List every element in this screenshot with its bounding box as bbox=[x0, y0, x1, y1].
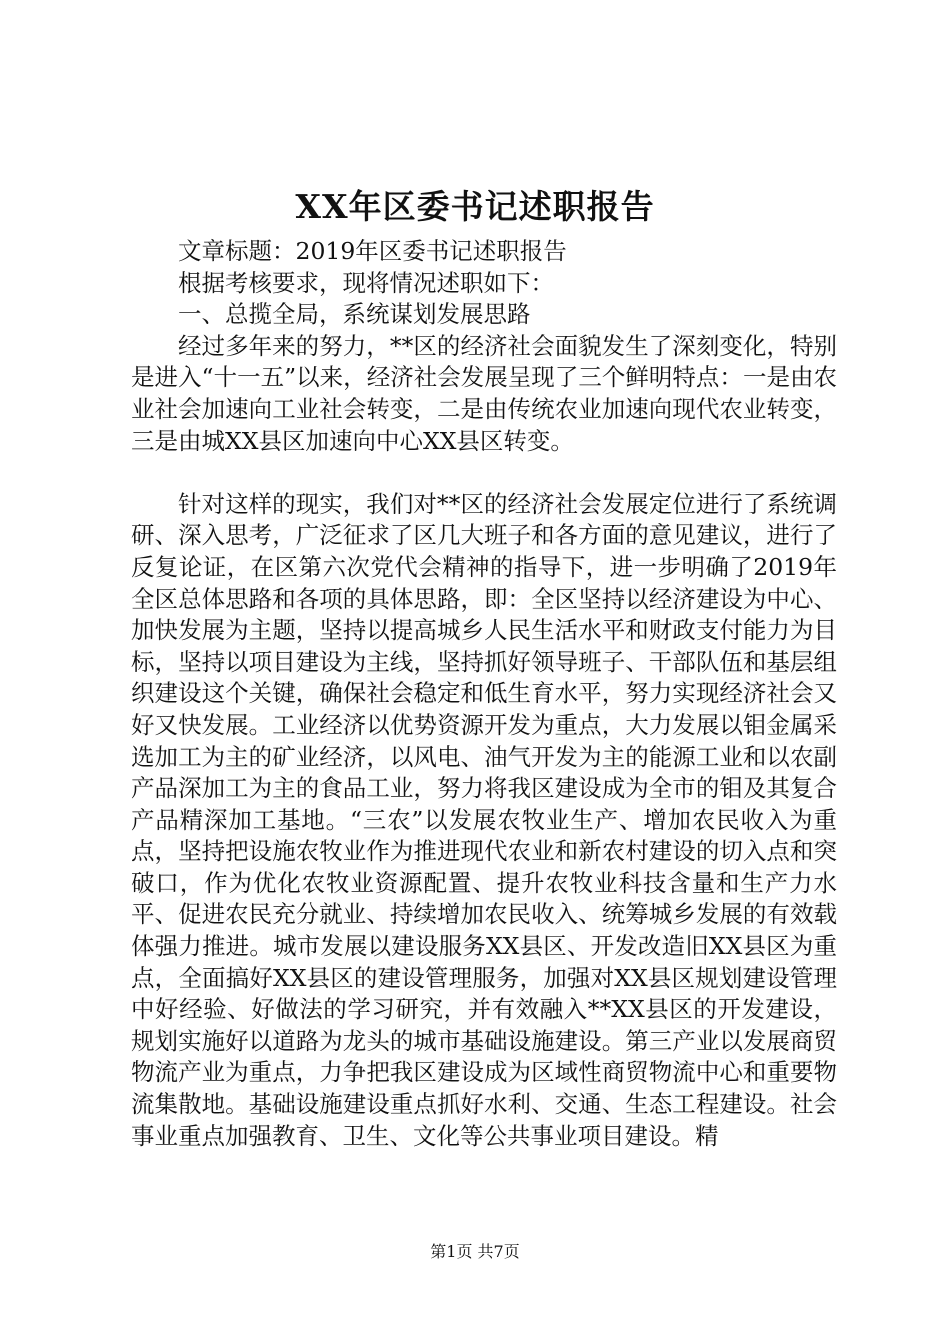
paragraph-2: 针对这样的现实，我们对**区的经济社会发展定位进行了系统调研、深入思考，广泛征求了区几大班子和各方面的意见建议，进行了反复论证，在区第六次党代会精神的指导下，进一步明确了2019年全区总体思路和各项的具体思路，即：全区坚持以经济建设为中心、加快发展为主题，坚持以提高城乡人民生活水平和财政支付能力为目标，坚持以项目建设为主线，坚持抓好领导班子、干部队伍和基层组织建设这个关键，确保社会稳定和低生育水平，努力实现经济社会又好又快发展。工业经济以优势资源开发为重点，大力发展以钼金属采选加工为主的矿业经济，以风电、油气开发为主的能源工业和以农副产品深加工为主的食品工业，努力将我区建设成为全市的钼及其复合产品精深加工基地。“三农”以发展农牧业生产、增加农民收入为重点，坚持把设施农牧业作为推进现代农业和新农村建设的切入点和突破口，作为优化农牧业资源配置、提升农牧业科技含量和生产力水平、促进农民充分就业、持续增加农民收入、统筹城乡发展的有效载体强力推进。城市发展以建设服务XX县区、开发改造旧XX县区为重点，全面搞好XX县区的建设管理服务，加强对XX县区规划建设管理中好经验、好做法的学习研究，并有效融入**XX县区的开发建设，规划实施好以道路为龙头的城市基础设施建设。第三产业以发展商贸物流产业为重点，力争把我区建设成为区域性商贸物流中心和重要物流集散地。基础设施建设重点抓好水利、交通、生态工程建设。社会事业重点加强教育、卫生、文化等公共事业项目建设。精 bbox=[131, 489, 837, 1150]
intro-line: 根据考核要求，现将情况述职如下： bbox=[178, 268, 554, 297]
section-heading: 一、总揽全局，系统谋划发展思路 bbox=[178, 300, 531, 329]
paragraph-1: 经过多年来的努力，**区的经济社会面貌发生了深刻变化，特别是进入“十一五”以来，经济社会发展呈现了三个鲜明特点：一是由农业社会加速向工业社会转变，二是由传统农业加速向现代农业转变，三是由城XX县区加速向中心XX县区转变。 bbox=[131, 331, 837, 455]
document-body bbox=[131, 236, 837, 1152]
article-title-line: 文章标题：2019年区委书记述职报告 bbox=[178, 237, 567, 265]
document-title: XX年区委书记述职报告 bbox=[295, 187, 655, 226]
page-number-footer: 第1页 共7页 bbox=[430, 1242, 520, 1261]
